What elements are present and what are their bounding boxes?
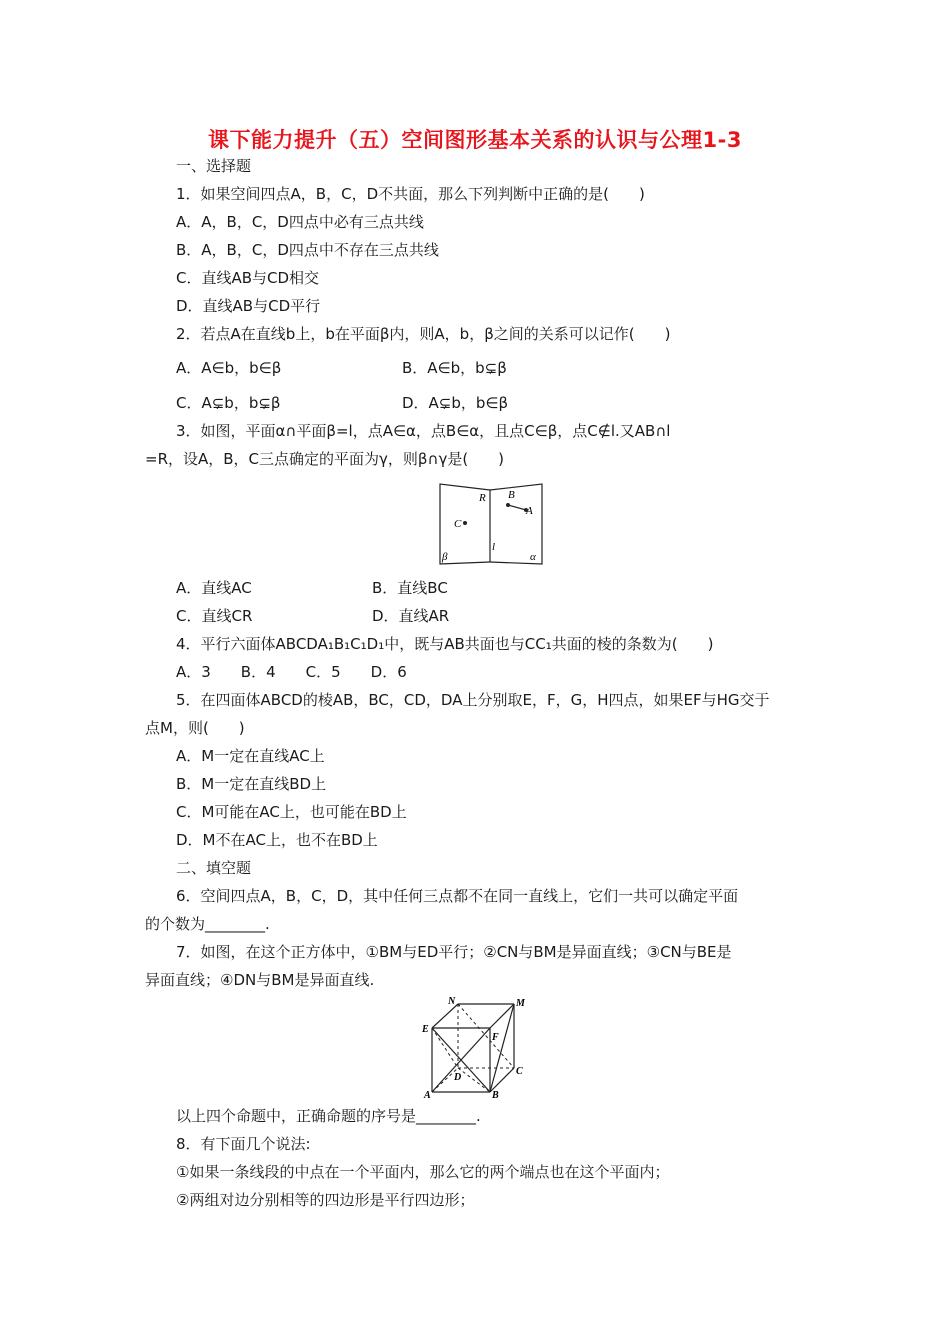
q2-option-b: B．A∈b，b⊊β [402, 359, 507, 377]
q2-option-a: A．A∈b，b∈β [176, 359, 282, 377]
label-B: B [508, 489, 515, 501]
label-M: M [516, 998, 525, 1009]
q4-options: A．3 B．4 C．5 D．6 [176, 663, 407, 681]
q3-stem-line2: =R，设A，B，C三点确定的平面为γ，则β∩γ是( ) [145, 450, 505, 468]
label-C: C [516, 1066, 523, 1077]
q5-option-a: A．M一定在直线AC上 [176, 747, 325, 765]
q7-stem-line1: 7．如图，在这个正方体中，①BM与ED平行；②CN与BM是异面直线；③CN与BE是 [176, 943, 732, 961]
label-A: A [424, 1090, 431, 1098]
label-beta: β [442, 551, 448, 563]
q5-option-d: D．M不在AC上，也不在BD上 [176, 831, 378, 849]
q6-stem-line2: 的个数为________. [145, 915, 270, 933]
q7-cube-figure [420, 994, 532, 1098]
q3-option-b: B．直线BC [372, 579, 448, 597]
q1-option-d: D．直线AB与CD平行 [176, 297, 321, 315]
q2-stem: 2．若点A在直线b上，b在平面β内，则A，b，β之间的关系可以记作( ) [176, 325, 671, 343]
q3-option-d: D．直线AR [372, 607, 450, 625]
q5-stem-line1: 5．在四面体ABCD的棱AB，BC，CD，DA上分别取E，F，G，H四点，如果EF与HG交于 [176, 691, 770, 709]
q1-stem: 1．如果空间四点A，B，C，D不共面，那么下列判断中正确的是( ) [176, 185, 645, 203]
label-R: R [479, 492, 486, 504]
q2-option-d: D．A⊊b，b∈β [402, 394, 509, 412]
q1-option-a: A．A，B，C，D四点中必有三点共线 [176, 213, 424, 231]
label-N: N [448, 996, 456, 1007]
q1-option-b: B．A，B，C，D四点中不存在三点共线 [176, 241, 439, 259]
label-F: F [492, 1032, 499, 1043]
q7-answer-line: 以上四个命题中，正确命题的序号是________. [176, 1107, 481, 1125]
q1-option-c: C．直线AB与CD相交 [176, 269, 320, 287]
label-B: B [492, 1090, 499, 1098]
q6-stem-line1: 6．空间四点A，B，C，D，其中任何三点都不在同一直线上，它们一共可以确定平面 [176, 887, 739, 905]
label-C: C [454, 518, 462, 530]
q5-option-c: C．M可能在AC上，也可能在BD上 [176, 803, 407, 821]
q5-stem-line2: 点M，则( ) [145, 719, 245, 737]
q2-option-c: C．A⊊b，b⊊β [176, 394, 281, 412]
label-E: E [422, 1024, 429, 1035]
q7-stem-line2: 异面直线；④DN与BM是异面直线. [145, 971, 375, 989]
label-alpha: α [530, 551, 536, 563]
q3-planes-figure [430, 478, 550, 570]
q3-stem-line1: 3．如图，平面α∩平面β=l，点A∈α，点B∈α，且点C∈β，点C∉l.又AB∩l [176, 422, 671, 440]
page-title: 课下能力提升（五）空间图形基本关系的认识与公理1-3 [208, 128, 742, 152]
label-D: D [454, 1072, 462, 1083]
label-l: l [492, 541, 496, 553]
q4-stem: 4．平行六面体ABCDA₁B₁C₁D₁中，既与AB共面也与CC₁共面的棱的条数为( ) [176, 635, 714, 653]
q3-option-c: C．直线CR [176, 607, 253, 625]
q8-stem: 8．有下面几个说法: [176, 1135, 311, 1153]
q8-statement-1: ①如果一条线段的中点在一个平面内，那么它的两个端点也在这个平面内； [176, 1163, 670, 1181]
section-choice-heading: 一、选择题 [176, 157, 252, 175]
q8-statement-2: ②两组对边分别相等的四边形是平行四边形； [176, 1191, 475, 1209]
q5-option-b: B．M一定在直线BD上 [176, 775, 327, 793]
q3-option-a: A．直线AC [176, 579, 252, 597]
section-fill-heading: 二、填空题 [176, 859, 252, 877]
label-A: A [526, 505, 533, 517]
